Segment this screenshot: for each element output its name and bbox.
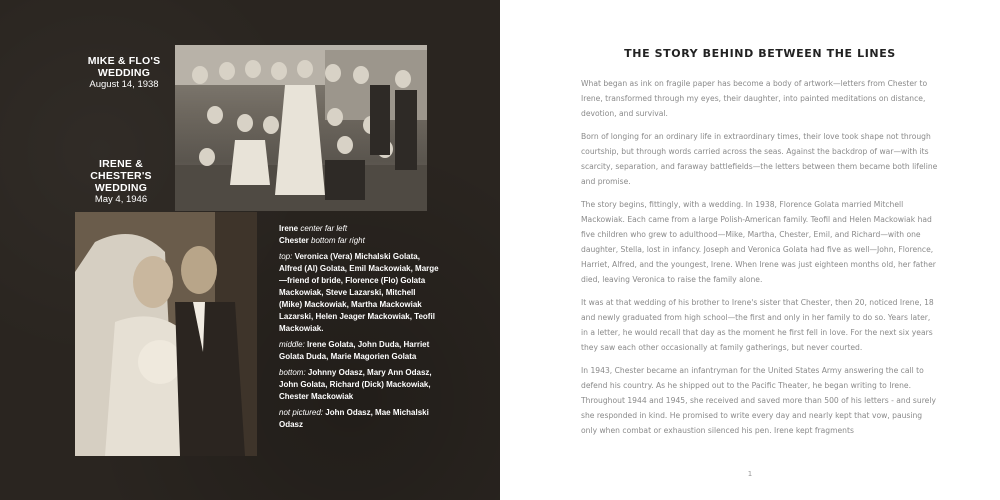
top-label: top: bbox=[279, 252, 293, 261]
page-number: 1 bbox=[747, 470, 753, 478]
wedding1-date: August 14, 1938 bbox=[89, 79, 159, 90]
bottom-names: Johnny Odasz, Mary Ann Odasz, John Golata, Richard (Dick) Mackowiak, Chester Mackowiak bbox=[279, 368, 432, 401]
story-paragraph: It was at that wedding of his brother to Irene's sister that Chester, then 20, noticed Irene, 18 and newly graduated from high school—the first and only in her family to do so. Years later, in a letter, he would recall that day as the moment he first fell in love. For the next six years they saw each other occasionally at family gatherings, but never courted. bbox=[581, 298, 934, 352]
chester-name: Chester bbox=[279, 236, 309, 245]
middle-label: middle: bbox=[279, 340, 305, 349]
not-pictured-names: John Odasz, Mae Michalski Odasz bbox=[279, 408, 429, 429]
irene-position: center far left bbox=[300, 224, 348, 233]
bottom-label: bottom: bbox=[279, 368, 306, 377]
wedding1-caption bbox=[84, 55, 164, 91]
wedding1-title-line2: WEDDING bbox=[97, 67, 151, 79]
story-body bbox=[581, 76, 939, 446]
wedding2-caption bbox=[82, 158, 160, 206]
wedding1-title-line1: MIKE & FLO'S bbox=[87, 55, 161, 67]
not-pictured-label: not pictured: bbox=[279, 408, 324, 417]
story-heading: THE STORY BEHIND BETWEEN THE LINES bbox=[624, 47, 896, 60]
group-photo-illustration bbox=[175, 45, 427, 211]
irene-name: Irene bbox=[279, 224, 299, 233]
story-paragraph: The story begins, fittingly, with a wedding. In 1938, Florence Golata married Mitchell Mackowiak. Each came from a large Polish-American family. Teofil and Helen Mackowiak had five children who grew to adulthood—Mike, Martha, Chester, Emil, and Richard—with one daughter, Stella, lost in infancy. Joseph and Veronica Golata had five as well—John, Florence, Harriet, Alfred, and the youngest, Irene. When Irene was just eighteen months old, her father died, leaving Veronica to raise the family alone. bbox=[581, 200, 936, 284]
caption-irene bbox=[279, 223, 439, 247]
group-wedding-photo bbox=[175, 45, 427, 211]
story-paragraph: Born of longing for an ordinary life in extraordinary times, their love took shape not through courtship, but through words carried across the seas. Against the backdrop of war—with its scarcity, separation, and faraway battlefields—the letters between them became both lifeline and promise. bbox=[581, 132, 938, 186]
photo-caption-list bbox=[279, 223, 439, 435]
caption-not-pictured bbox=[279, 407, 439, 431]
wedding2-title-line1: IRENE & bbox=[99, 158, 143, 170]
couple-photo-illustration bbox=[75, 212, 257, 456]
caption-middle-row bbox=[279, 339, 439, 363]
chester-position: bottom far right bbox=[311, 236, 365, 245]
wedding2-title-line3: WEDDING bbox=[94, 182, 148, 194]
caption-bottom-row bbox=[279, 367, 439, 403]
wedding2-title-line2: CHESTER'S bbox=[90, 170, 152, 182]
story-paragraph: In 1943, Chester became an infantryman for the United States Army answering the call to defend his country. As he shipped out to the Pacific Theater, he began writing to Irene. Throughout 1944 and 1945, she received and saved more than 500 of his letters - and surely she responded in kind. He promised to write every day and nearly kept that vow, pausing only when combat or exhaustion silenced his pen. Irene kept fragments bbox=[581, 366, 936, 435]
story-paragraph: What began as ink on fragile paper has become a body of artwork—letters from Chester to Irene, transformed through my eyes, their daughter, into painted meditations on distance, devotion, and survival. bbox=[581, 79, 928, 118]
caption-top-row bbox=[279, 251, 439, 335]
couple-wedding-photo bbox=[75, 212, 257, 456]
top-names: Veronica (Vera) Michalski Golata, Alfred (Al) Golata, Emil Mackowiak, Marge—friend of bride, Florence (Flo) Golata Mackowiak, Steve Lazarski, Mitchell (Mike) Mackowiak, Martha Mackowiak Lazarski, Helen Jeager Mackowiak, Teofil Mackowiak. bbox=[279, 252, 439, 333]
wedding2-date: May 4, 1946 bbox=[94, 194, 148, 205]
middle-names: Irene Golata, John Duda, Harriet Golata Duda, Marie Magorien Golata bbox=[279, 340, 430, 361]
